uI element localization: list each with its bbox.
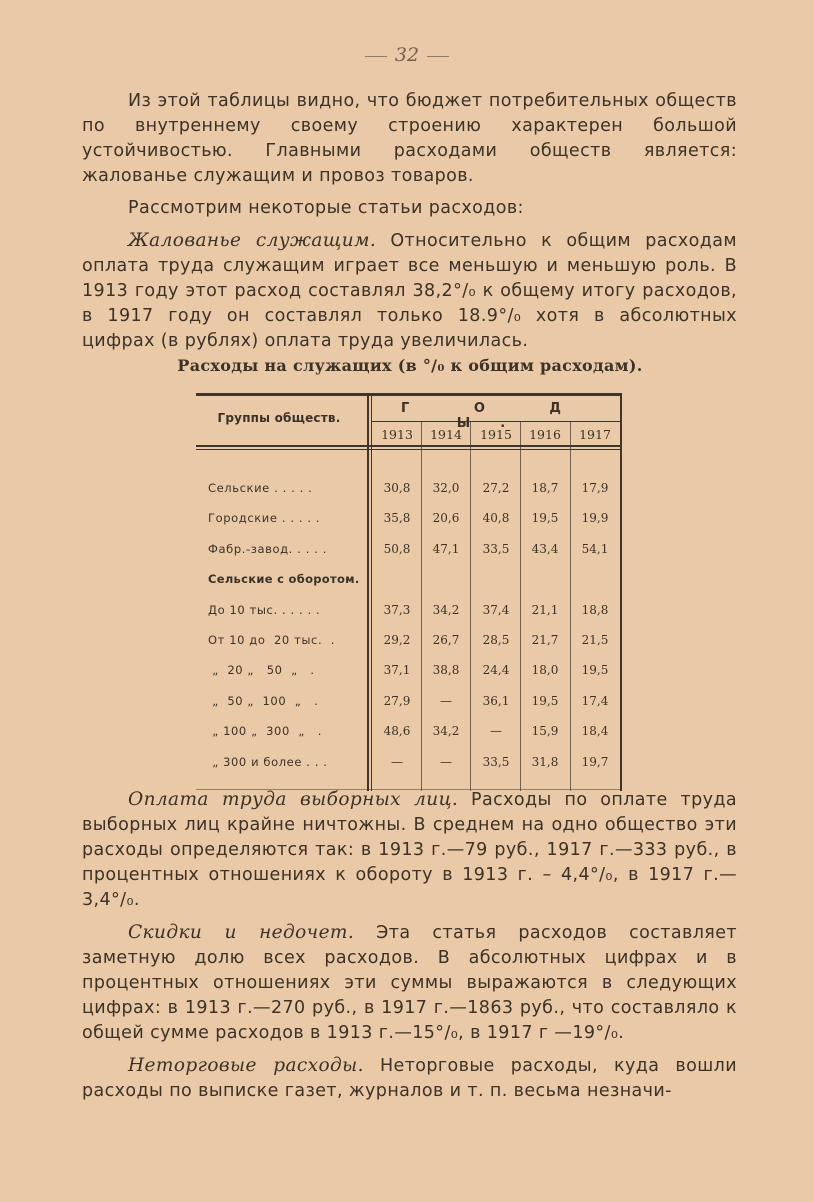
year-header: 1916 [529,427,561,442]
table-cell: 19,7 [581,755,609,769]
paragraph-salary [82,228,737,354]
table-cell: 28,5 [482,633,510,647]
table-cell: — [440,694,452,708]
table-row-label: Городские . . . . . [208,511,321,525]
table-cell: 17,9 [581,481,609,495]
table-cell: 30,8 [383,481,411,495]
table-cell: 47,1 [432,542,460,556]
paragraph-elected [82,787,737,913]
year-header: 1915 [480,427,512,442]
table-cell: 29,2 [383,633,411,647]
table-cell: 38,8 [432,663,460,677]
years-header: Г О Д Ы. [401,401,591,431]
table-cell: 21,5 [581,633,609,647]
table-row-label: До 10 тыс. . . . . . [208,603,321,617]
paragraph: Из этой таблицы видно, что бюджет потребительных обществ по внутреннему своему строению характерен большой устойчивостью. Главными расходами обществ является: жалованье служащим и провоз товаров. [82,91,737,186]
table-cell: 32,0 [432,481,460,495]
table-cell: — [391,755,403,769]
table-cell: 18,0 [531,663,559,677]
table-row-label: „ 100 „ 300 „ . [208,724,322,738]
section-text: Неторговые расходы, куда вошли расходы по выписке газет, журналов и т. п. весьма незначи- [82,1056,737,1101]
paragraph: Рассмотрим некоторые статьи расходов: [128,198,524,218]
table-cell: 34,2 [432,603,460,617]
table-row-label: Сельские . . . . . [208,481,313,495]
paragraph-nontrade [82,1053,737,1104]
table-cell: 48,6 [383,724,411,738]
table-cell: 50,8 [383,542,411,556]
table-cell: — [440,755,452,769]
table-cell: 26,7 [432,633,460,647]
table-cell: 27,9 [383,694,411,708]
table-row-label: „ 50 „ 100 „ . [208,694,319,708]
table-cell: 43,4 [531,542,559,556]
table-cell: 27,2 [482,481,510,495]
section-heading: Жалованье служащим. [128,230,377,251]
table-cell: 54,1 [581,542,609,556]
section-text: Относительно к общим расходам оплата труда служащим играет все меньшую и меньшую роль. В 1913 году этот расход составлял 38,2°/₀ к общему итогу расходов, в 1917 году он составлял только 18.9°/₀ хотя в абсолютных цифрах (в рублях) оплата труда увеличилась. [82,231,737,351]
table-cell: 33,5 [482,755,510,769]
table-cell: 18,8 [581,603,609,617]
table-cell: 19,5 [531,694,559,708]
table-cell: 17,4 [581,694,609,708]
table-cell: 37,3 [383,603,411,617]
table-cell: 19,5 [581,663,609,677]
year-header: 1917 [579,427,611,442]
table-cell: 18,7 [531,481,559,495]
table-cell: 34,2 [432,724,460,738]
table-cell: 18,4 [581,724,609,738]
page-number: 32 [0,44,814,66]
table-cell: 37,4 [482,603,510,617]
table-cell: 19,5 [531,511,559,525]
table-cell: 24,4 [482,663,510,677]
section-text: Расходы по оплате труда выборных лиц крайне ничтожны. В среднем на одно общество эти расходы определяются так: в 1913 г.—79 руб., 1917 г.—333 руб., в процентных отношениях к обороту в 1913 г. – 4,4°/₀, в 1917 г.—3,4°/₀. [82,790,737,910]
table-cell: 40,8 [482,511,510,525]
section-heading: Скидки и недочет. [128,922,355,943]
table-cell: 15,9 [531,724,559,738]
section-text: Эта статья расходов составляет заметную долю всех расходов. В абсолютных цифрах и в процентных отношениях эти суммы выражаются в следующих цифрах: в 1913 г.—270 руб., в 1917 г.—1863 руб., что составляло к общей сумме расходов в 1913 г.—15°/₀, в 1917 г —19°/₀. [82,923,737,1043]
table-cell: 21,1 [531,603,559,617]
expense-table [196,393,622,791]
table-row-label: Фабр.-завод. . . . . [208,542,327,556]
table-cell: 35,8 [383,511,411,525]
section-heading: Оплата труда выборных лиц. [128,789,459,810]
paragraph-discounts [82,920,737,1046]
table-cell: 20,6 [432,511,460,525]
table-row-label: „ 20 „ 50 „ . [208,663,315,677]
section-heading: Неторговые расходы. [128,1055,364,1076]
year-header: 1913 [381,427,413,442]
table-cell: 21,7 [531,633,559,647]
year-header: 1914 [430,427,462,442]
table-cell: 31,8 [531,755,559,769]
group-header: Группы обществ. [217,411,341,425]
table-title: Расходы на служащих (в °/₀ к общим расходам). [177,356,643,375]
table-cell: 37,1 [383,663,411,677]
table-cell: 33,5 [482,542,510,556]
table-cell: 36,1 [482,694,510,708]
table-row-label: От 10 до 20 тыс. . [208,633,336,647]
table-cell: — [490,724,502,738]
table-row-label: Сельские с оборотом. [208,572,360,586]
intro-text [82,89,737,354]
table-cell: 19,9 [581,511,609,525]
after-text [82,787,737,1104]
table-row-label: „ 300 и более . . . [208,755,328,769]
